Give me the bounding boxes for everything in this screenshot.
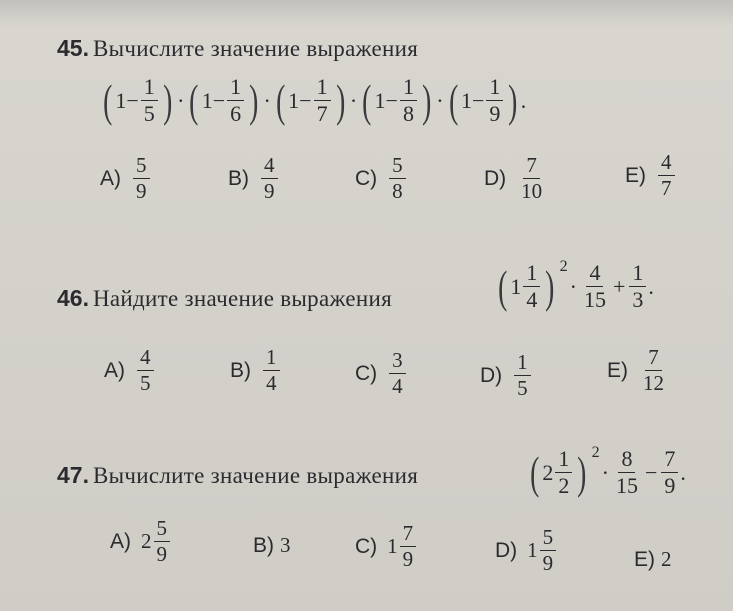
problem-title: Вычислите значение выражения <box>92 463 419 488</box>
mixed-whole: 2 <box>542 459 554 485</box>
answer-fraction <box>261 155 278 202</box>
fraction <box>141 76 158 125</box>
denominator: 10 <box>521 179 543 203</box>
denominator: 9 <box>542 551 554 575</box>
option-label: E) <box>607 358 628 382</box>
answer-fraction <box>263 347 280 394</box>
answer-fraction <box>514 352 531 399</box>
numerator: 1 <box>523 262 540 287</box>
multiply-dot: · <box>436 87 444 113</box>
numerator: 1 <box>141 76 158 101</box>
answer-fraction <box>389 155 406 202</box>
open-paren: ( <box>530 446 540 498</box>
factor-whole: 1 <box>201 87 213 113</box>
minus-sign: − <box>385 87 398 113</box>
open-paren: ( <box>448 74 458 126</box>
multiply-dot: · <box>263 87 271 113</box>
answer-fraction <box>389 350 406 397</box>
problem-number: 45. <box>57 35 89 61</box>
problem-heading <box>57 285 392 312</box>
answer-option-a[interactable] <box>110 518 172 565</box>
open-paren: ( <box>189 74 199 126</box>
option-label: E) <box>625 163 646 187</box>
problem-heading <box>57 462 418 489</box>
option-label: A) <box>104 358 125 382</box>
exponent: 2 <box>591 444 600 461</box>
denominator: 8 <box>402 101 414 126</box>
close-paren: ) <box>335 74 345 126</box>
multiply-dot: · <box>349 87 358 113</box>
answer-fraction <box>640 347 667 394</box>
denominator: 8 <box>392 179 403 203</box>
factor-whole: 1 <box>460 87 472 113</box>
denominator: 4 <box>526 287 538 312</box>
close-paren: ) <box>162 74 173 126</box>
multiply-dot: · <box>177 87 185 113</box>
option-label: E) <box>634 547 655 571</box>
period: . <box>648 273 654 299</box>
numerator: 4 <box>261 155 278 179</box>
answer-option-e[interactable] <box>625 152 677 199</box>
denominator: 15 <box>583 287 606 312</box>
denominator: 5 <box>143 101 155 126</box>
numerator: 8 <box>618 448 635 473</box>
denominator: 2 <box>558 473 570 498</box>
problem-heading <box>57 35 418 62</box>
mixed-whole: 1 <box>527 538 538 562</box>
answer-option-c[interactable] <box>355 523 418 570</box>
numerator: 1 <box>629 262 646 287</box>
fraction <box>555 448 572 497</box>
period: . <box>520 87 527 113</box>
close-paren: ) <box>577 446 587 498</box>
answer-fraction <box>137 347 154 394</box>
open-paren: ( <box>275 74 286 126</box>
denominator: 7 <box>316 101 328 126</box>
mixed-whole: 1 <box>387 534 398 558</box>
mixed-whole: 2 <box>141 529 152 553</box>
minus-sign: − <box>644 459 658 485</box>
option-label: C) <box>355 166 378 190</box>
exponent: 2 <box>559 258 568 275</box>
multiply-dot: · <box>601 459 609 485</box>
answer-mixed-number <box>527 527 558 574</box>
numerator: 7 <box>661 448 678 473</box>
fraction <box>400 76 417 125</box>
numerator: 4 <box>658 152 675 176</box>
expression-47 <box>527 444 686 498</box>
answer-fraction <box>133 155 150 202</box>
numerator: 1 <box>555 448 572 473</box>
denominator: 7 <box>661 176 672 200</box>
previous-page-bleed <box>0 0 733 26</box>
mixed-whole: 1 <box>510 273 522 299</box>
option-label: B) <box>230 358 251 382</box>
denominator: 9 <box>664 473 676 498</box>
answer-mixed-number <box>141 518 172 565</box>
answer-fraction <box>658 152 675 199</box>
answer-fraction <box>400 523 417 570</box>
numerator: 7 <box>645 347 662 371</box>
minus-sign: − <box>471 87 485 113</box>
fraction <box>227 76 244 125</box>
numerator: 1 <box>400 76 417 101</box>
fraction <box>523 262 540 311</box>
fraction <box>314 76 331 125</box>
denominator: 9 <box>402 547 414 571</box>
factor-whole: 1 <box>374 87 386 113</box>
problem-title: Найдите значение выражения <box>92 286 392 311</box>
option-label: A) <box>100 166 121 190</box>
answer-option-b[interactable] <box>230 347 282 394</box>
option-label: D) <box>495 538 518 562</box>
numerator: 4 <box>137 347 154 371</box>
fraction <box>486 76 503 125</box>
denominator: 4 <box>392 374 403 398</box>
denominator: 5 <box>517 376 528 400</box>
denominator: 5 <box>140 371 151 395</box>
squared-group <box>495 258 568 312</box>
multiply-dot: · <box>569 273 577 299</box>
option-label: C) <box>355 361 378 385</box>
problem-number: 47. <box>57 462 89 488</box>
denominator: 6 <box>230 101 242 126</box>
option-label: A) <box>110 529 131 553</box>
minus-sign: − <box>299 87 312 113</box>
period: . <box>680 459 686 485</box>
numerator: 1 <box>514 352 531 376</box>
denominator: 15 <box>615 473 638 498</box>
numerator: 1 <box>314 76 331 101</box>
fraction <box>661 448 678 497</box>
numerator: 5 <box>154 518 171 542</box>
answer-fraction <box>154 518 171 565</box>
squared-group <box>527 444 600 498</box>
numerator: 5 <box>540 527 557 551</box>
answer-option-e[interactable] <box>634 547 672 572</box>
numerator: 5 <box>133 155 150 179</box>
answer-option-a[interactable] <box>104 347 156 394</box>
answer-option-e[interactable] <box>607 347 669 394</box>
plus-sign: + <box>612 273 626 299</box>
denominator: 9 <box>136 179 147 203</box>
close-paren: ) <box>508 74 518 126</box>
answer-option-c[interactable] <box>355 350 408 397</box>
option-label: B) <box>253 533 274 557</box>
answer-option-a[interactable] <box>100 155 152 202</box>
denominator: 9 <box>156 542 167 566</box>
expression-45 <box>100 76 526 125</box>
answer-fraction <box>518 155 545 202</box>
fraction <box>613 448 641 497</box>
numerator: 3 <box>389 350 406 374</box>
expression-46 <box>495 258 654 312</box>
numerator: 7 <box>400 523 417 547</box>
answer-value: 3 <box>280 533 291 557</box>
answer-option-c[interactable] <box>355 155 408 202</box>
numerator: 7 <box>523 155 540 179</box>
answer-option-d[interactable] <box>484 155 547 202</box>
option-label: B) <box>228 166 249 190</box>
problem-number: 46. <box>57 285 89 311</box>
fraction <box>581 262 609 311</box>
denominator: 9 <box>489 101 501 126</box>
numerator: 1 <box>263 347 280 371</box>
close-paren: ) <box>545 260 555 312</box>
option-label: D) <box>480 363 503 387</box>
open-paren: ( <box>498 260 508 312</box>
fraction <box>629 262 646 311</box>
answer-option-b[interactable] <box>228 155 280 202</box>
denominator: 9 <box>264 179 275 203</box>
answer-option-d[interactable] <box>495 527 558 574</box>
answer-option-d[interactable] <box>480 352 533 399</box>
minus-sign: − <box>126 87 139 113</box>
numerator: 5 <box>389 155 406 179</box>
option-label: D) <box>484 166 507 190</box>
factor-whole: 1 <box>288 87 300 113</box>
close-paren: ) <box>249 74 259 126</box>
open-paren: ( <box>103 74 113 126</box>
numerator: 4 <box>586 262 603 287</box>
close-paren: ) <box>422 74 432 126</box>
answer-fraction <box>540 527 557 574</box>
answer-value: 2 <box>661 547 672 571</box>
answer-option-b[interactable] <box>253 533 291 558</box>
denominator: 12 <box>643 371 664 395</box>
denominator: 3 <box>632 287 644 312</box>
factor-whole: 1 <box>115 87 127 113</box>
answer-mixed-number <box>387 523 418 570</box>
option-label: C) <box>355 534 378 558</box>
denominator: 4 <box>266 371 277 395</box>
numerator: 1 <box>227 76 244 101</box>
minus-sign: − <box>212 87 226 113</box>
open-paren: ( <box>362 74 372 126</box>
numerator: 1 <box>486 76 503 101</box>
problem-title: Вычислите значение выражения <box>92 36 419 61</box>
